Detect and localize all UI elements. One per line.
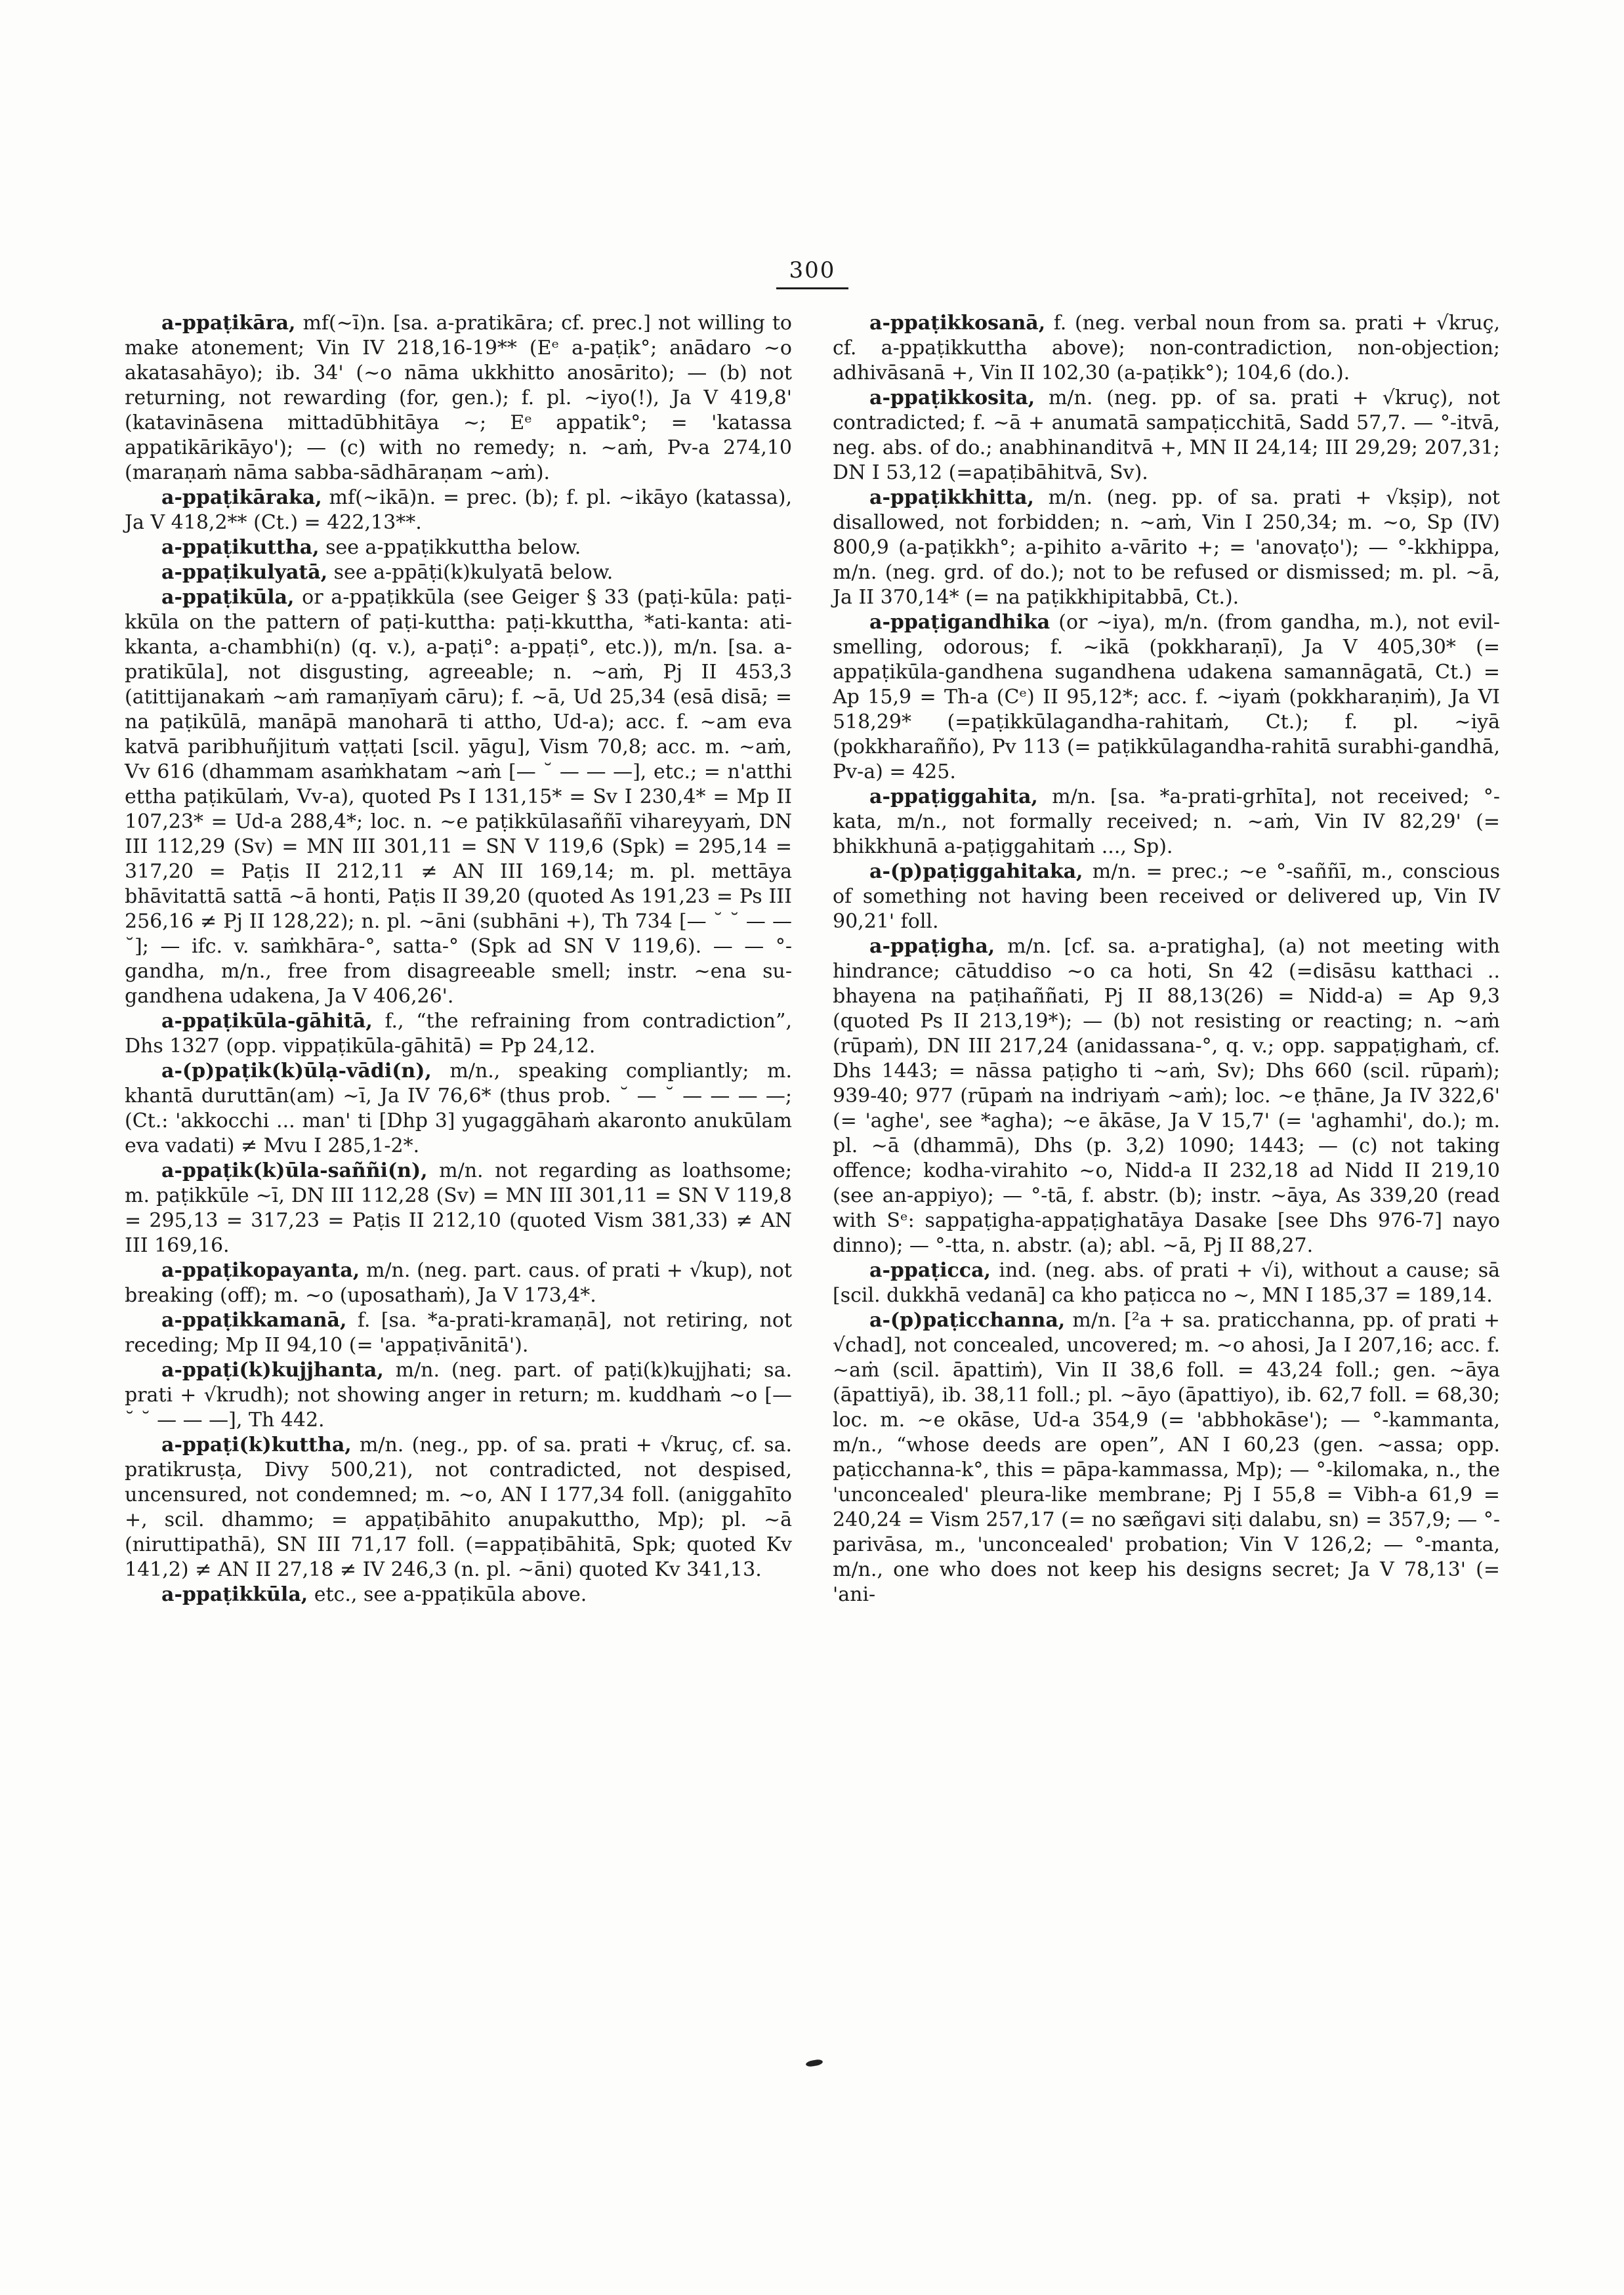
- page-header: [125, 257, 1500, 289]
- entry-body: f. (neg. verbal noun from sa. prati + √kruç, cf. a-ppaṭikkuttha above); non-contradiction, non-objection; adhivāsanā +, Vin II 102,30 (a-paṭikk°); 104,6 (do.).: [833, 312, 1500, 384]
- entry-headword: a-ppaṭikkosanā,: [869, 312, 1046, 335]
- entry-body: f., “the refraining from contradiction”, Dhs 1327 (opp. vippaṭikūla-gāhitā) = Pp 24,12.: [125, 1010, 792, 1058]
- entry-body: mf(~ī)n. [sa. a-pratikāra; cf. prec.] not willing to make atonement; Vin IV 218,16-19** (Eᵉ a-paṭik°; anādaro ~o akatasahāyo); ib. 34' (~o nāma ukkhitto anosārito); — (b) not returning, not rewarding (for, gen.); f. pl. ~iyo(!), Ja V 419,8' (katavināsena mittadūbhitāya ~; Eᵉ appatik°; = 'katassa appatikārikāyo'); — (c) with no remedy; n. ~aṁ, Pv-a 274,10 (maraṇaṁ nāma sabba-sādhāraṇam ~aṁ).: [125, 312, 792, 484]
- entry-body: m/n. [cf. sa. a-pratigha], (a) not meeting with hindrance; cātuddiso ~o ca hoti, Sn 42 (=disāsu katthaci .. bhayena na paṭihaññati, Pj II 88,13(26) = Nidd-a) = Ap 9,3 (quoted Ps II 213,19*); — (b) not resisting or reacting; n. ~aṁ (rūpaṁ), DN III 217,24 (anidassana-°, q. v.; opp. sappaṭighaṁ, cf. Dhs 1443; = nāssa paṭigho ti ~aṁ, Sv); Dhs 660 (scil. rūpaṁ); 939-40; 977 (rūpaṁ na indriyaṁ ~aṁ); loc. ~e ṭhāne, Ja IV 322,6' (= 'aghe', see *agha); ~e ākāse, Ja V 15,7' (= 'aghamhi', do.); m. pl. ~ā (dhammā), Dhs (p. 3,2) 1090; 1443; — (c) not taking offence; kodha-virahito ~o, Nidd-a II 232,18 ad Nidd II 219,10 (see an-appiyo); — °-tā, f. abstr. (b); instr. ~āya, As 339,20 (read with Sᵉ: sappaṭigha-appaṭighatāya Dasake [see Dhs 976-7] nayo dinno); — °-tta, n. abstr. (a); abl. ~ā, Pj II 88,27.: [833, 935, 1500, 1257]
- entry-body: mf(~ikā)n. = prec. (b); f. pl. ~ikāyo (katassa), Ja V 418,2** (Ct.) = 422,13**.: [125, 486, 792, 534]
- dict-entry: [125, 1059, 792, 1159]
- entry-body: f. [sa. *a-prati-kramaṇā], not retiring, not receding; Mp II 94,10 (= 'appaṭivānitā').: [125, 1309, 792, 1357]
- dict-entry: [833, 610, 1500, 785]
- entry-body: m/n., speaking compliantly; m. khantā duruttān(am) ~ī, Ja IV 76,6* (thus prob. ˘ — ˘ — — — —; (Ct.: 'akkocchi ... man' ti [Dhp 3] yugaggāhaṁ akaronto anukūlam eva vadati) ≠ Mvu I 285,1-2*.: [125, 1060, 792, 1157]
- entry-headword: a-ppaṭigandhika: [869, 611, 1051, 634]
- entry-body: or a-ppaṭikkūla (see Geiger § 33 (paṭi-kūla: paṭi-kkūla on the pattern of paṭi-kuttha: paṭi-kkuttha, *ati-kanta: ati-kkanta, a-chambhi(n) (q. v.), a-paṭi°: a-ppaṭi°, etc.)), m/n. [sa. a-pratikūla], not disgusting, agreeable; n. ~aṁ, Pj II 453,3 (atittijanakaṁ ~aṁ ramaṇīyaṁ cāru); f. ~ā, Ud 25,34 (esā disā; = na paṭikūlā, manāpā manoharā ti attho, Ud-a); acc. f. ~am eva katvā paribhuñjituṁ vaṭṭati [scil. yāgu], Vism 70,8; acc. m. ~aṁ, Vv 616 (dhammam asaṁkhatam ~aṁ [— ˘ — — —], etc.; = n'atthi ettha paṭikūlaṁ, Vv-a), quoted Ps I 131,15* = Sv I 230,4* = Mp II 107,23* = Ud-a 288,4*; loc. n. ~e paṭikkūlasaññī vihareyyaṁ, DN III 112,29 (Sv) = MN III 301,11 = SN V 119,6 (Spk) = 295,14 = 317,20 = Paṭis II 212,11 ≠ AN III 169,14; m. pl. mettāya bhāvitattā sattā ~ā honti, Paṭis II 39,20 (quoted As 191,23 = Ps III 256,16 ≠ Pj II 128,22); n. pl. ~āni (subhāni +), Th 734 [— ˘ ˘ — — ˘]; — ifc. v. saṁkhāra-°, satta-° (Spk ad SN V 119,6). — — °-gandha, m/n., free from disagreeable smell; instr. ~ena su-gandhena udakena, Ja V 406,26'.: [125, 586, 792, 1008]
- entry-headword: a-(p)paṭicchanna,: [869, 1309, 1066, 1332]
- entry-body: m/n. (neg. part. caus. of prati + √kup), not breaking (off); m. ~o (uposathaṁ), Ja V 173,4*.: [125, 1259, 792, 1307]
- dict-entry: [833, 1258, 1500, 1308]
- entry-headword: a-ppaṭik(k)ūla-saññi(n),: [161, 1159, 428, 1182]
- dict-entry: [833, 386, 1500, 486]
- text-block: [125, 311, 1500, 1607]
- dict-entry: [833, 934, 1500, 1258]
- entry-body: m/n. (neg. pp. of sa. prati + √kruç), not contradicted; f. ~ā + anumatā sampaṭicchitā, Sadd 57,7. — °-itvā, neg. abs. of do.; anabhinanditvā +, MN II 24,14; III 29,29; 207,31; DN I 53,12 (=apaṭibāhitvā, Sv).: [833, 386, 1500, 484]
- entry-body: m/n. = prec.; ~e °-saññī, m., conscious of something not having been received or delivered up, Vin IV 90,21' foll.: [833, 860, 1500, 933]
- entry-body: ind. (neg. abs. of prati + √i), without a cause; sā [scil. dukkhā vedanā] ca kho paṭicca no ~, MN I 185,37 = 189,14.: [833, 1259, 1500, 1307]
- entry-headword: a-ppaṭi(k)kuttha,: [161, 1434, 352, 1457]
- dict-entry: [833, 311, 1500, 386]
- entry-headword: a-ppaṭicca,: [869, 1259, 991, 1282]
- entry-headword: a-ppaṭikāra,: [161, 312, 296, 335]
- entry-headword: a-ppaṭikulyatā,: [161, 561, 328, 584]
- entry-headword: a-ppaṭikūla,: [161, 586, 295, 609]
- entry-headword: a-ppaṭigha,: [869, 935, 995, 958]
- entry-headword: a-ppaṭikuttha,: [161, 536, 320, 559]
- dict-entry: [125, 311, 792, 486]
- entry-body: m/n. [sa. *a-prati-grhīta], not received; °-kata, m/n., not formally received; n. ~aṁ, Vin IV 82,29' (= bhikkhunā a-paṭiggahitaṁ ..., Sp).: [833, 785, 1500, 858]
- page-number: 300: [776, 257, 849, 289]
- dict-entry: [833, 486, 1500, 610]
- entry-body: (or ~iya), m/n. (from gandha, m.), not evil-smelling, odorous; f. ~ikā (pokkharaṇī), Ja V 405,30* (= appaṭikūla-gandhena sugandhena udakena samannāgatā, Ct.) = Ap 15,9 = Th-a (Cᵉ) II 95,12*; acc. f. ~iyaṁ (pokkharaṇiṁ), Ja VI 518,29* (=paṭikkūlagandha-rahitaṁ, Ct.); f. pl. ~iyā (pokkharañño), Pv 113 (= paṭikkūlagandha-rahitā surabhi-gandhā, Pv-a) = 425.: [833, 611, 1500, 783]
- dict-entry: [833, 785, 1500, 859]
- entry-headword: a-ppaṭi(k)kujjhanta,: [161, 1359, 384, 1382]
- entry-body: m/n. not regarding as loathsome; m. paṭikkūle ~ī, DN III 112,28 (Sv) = MN III 301,11 = SN V 119,8 = 295,13 = 317,23 = Paṭis II 212,10 (quoted Vism 381,33) ≠ AN III 169,16.: [125, 1159, 792, 1257]
- entry-headword: a-ppaṭiggahita,: [869, 785, 1038, 808]
- left-column: [125, 311, 792, 1607]
- entry-headword: a-ppaṭikopayanta,: [161, 1259, 360, 1282]
- entry-headword: a-ppaṭikkamanā,: [161, 1309, 347, 1332]
- entry-body: see a-ppaṭikkuttha below.: [319, 536, 581, 559]
- entry-headword: a-ppaṭikkhitta,: [869, 486, 1034, 509]
- entry-body: etc., see a-ppaṭikūla above.: [308, 1583, 587, 1606]
- entry-body: m/n. (neg. pp. of sa. prati + √kṣip), not disallowed, not forbidden; n. ~aṁ, Vin I 250,34; m. ~o, Sp (IV) 800,9 (a-paṭikkh°; a-pihito a-vārito +; = 'anovaṭo'); — °-kkhippa, m/n. (neg. grd. of do.); not to be refused or dismissed; m. pl. ~ā, Ja II 370,14* (= na paṭikkhipitabbā, Ct.).: [833, 486, 1500, 609]
- entry-body: m/n. [²a + sa. praticchanna, pp. of prati + √chad], not concealed, uncovered; m. ~o ahosi, Ja I 207,16; acc. f. ~aṁ (scil. āpattiṁ), Vin II 38,6 foll. = 43,24 foll.; gen. ~āya (āpattiyā), ib. 38,11 foll.; pl. ~āyo (āpattiyo), ib. 62,7 foll. = 68,30; loc. m. ~e okāse, Ud-a 354,9 (= 'abbhokāse'); — °-kammanta, m/n., “whose deeds are open”, AN I 60,23 (gen. ~assa; opp. paṭicchanna-k°, this = pāpa-kammassa, Mp); — °-kilomaka, n., the 'unconcealed' pleura-like membrane; Pj I 55,8 = Vibh-a 61,9 = 240,24 = Vism 257,17 (= no sæñgavi siṭi dalabu, sn) = 357,9; — °-parivāsa, m., 'unconcealed' probation; Vin V 126,2; — °-manta, m/n., one who does not keep his designs secret; Ja V 78,13' (= 'ani-: [833, 1309, 1500, 1606]
- dict-entry: [125, 486, 792, 535]
- entry-headword: a-ppaṭikūla-gāhitā,: [161, 1010, 373, 1033]
- dict-entry: [125, 585, 792, 1009]
- entry-body: m/n. (neg., pp. of sa. prati + √kruç, cf. sa. pratikrusṭa, Divy 500,21), not contradicted, not despised, uncensured, not condemned; m. ~o, AN I 177,34 foll. (aniggahīto +, scil. dhammo; = appaṭibāhito anupakuttho, Mp); pl. ~ā (niruttipathā), SN III 71,17 foll. (=appaṭibāhitā, Spk; quoted Kv 141,2) ≠ AN II 27,18 ≠ IV 246,3 (n. pl. ~āni) quoted Kv 341,13.: [125, 1434, 792, 1581]
- dict-entry: [125, 1358, 792, 1433]
- dict-entry: [125, 1159, 792, 1258]
- dict-entry: [125, 1582, 792, 1607]
- dict-entry: [833, 859, 1500, 934]
- dict-entry: [833, 1308, 1500, 1607]
- entry-headword: a-ppaṭikkūla,: [161, 1583, 308, 1606]
- entry-headword: a-(p)paṭik(k)ūlạ-vādi(n),: [161, 1060, 432, 1083]
- dict-entry: [125, 1308, 792, 1358]
- dict-entry: [125, 1258, 792, 1308]
- dict-entry: [125, 560, 792, 585]
- entry-headword: a-ppaṭikāraka,: [161, 486, 322, 509]
- right-column: [833, 311, 1500, 1607]
- dict-entry: [125, 1009, 792, 1059]
- entry-headword: a-ppaṭikkosita,: [869, 386, 1035, 409]
- ink-mark: [805, 2059, 823, 2067]
- dict-entry: [125, 535, 792, 560]
- entry-body: m/n. (neg. part. of paṭi(k)kujjhati; sa. prati + √krudh); not showing anger in return; m. kuddhaṁ ~o [— ˘ ˘ — — —], Th 442.: [125, 1359, 792, 1432]
- dict-entry: [125, 1433, 792, 1582]
- entry-body: see a-ppāṭi(k)kulyatā below.: [327, 561, 614, 584]
- entry-headword: a-(p)paṭiggahitaka,: [869, 860, 1083, 883]
